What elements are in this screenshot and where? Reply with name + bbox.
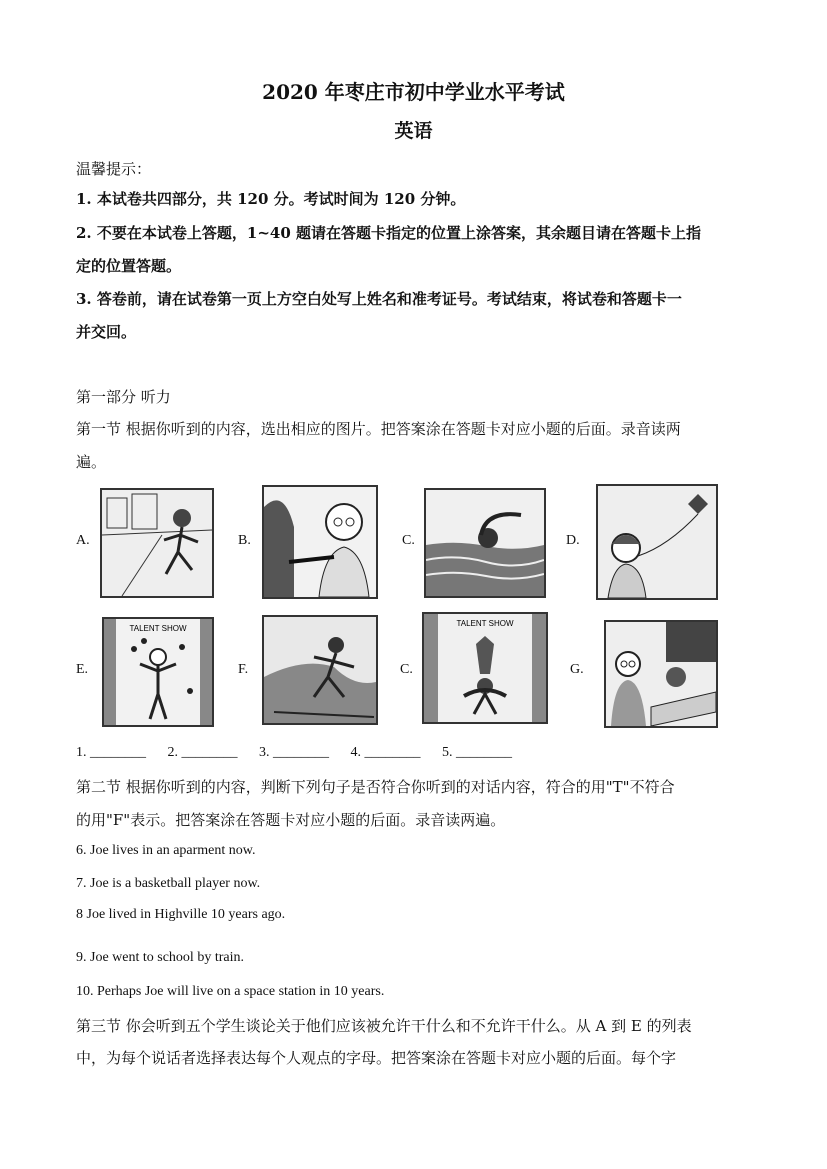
kite-picture <box>596 484 718 600</box>
picture-label-c: C. <box>402 533 415 548</box>
picture-label-a: A. <box>76 533 90 548</box>
question-8: 8 Joe lived in Highville 10 years ago. <box>76 907 286 922</box>
notice-heading: 温馨提示： <box>76 160 152 178</box>
answer-blanks-row <box>76 745 512 761</box>
picture-label-g-c: C. <box>400 662 413 677</box>
answer-blank-5[interactable]: 5. ________ <box>442 745 512 760</box>
question-7: 7. Joe is a basketball player now. <box>76 876 261 891</box>
sign-text-2: TALENT SHOW <box>456 619 514 628</box>
flute-picture <box>262 485 378 599</box>
picture-label-d: D. <box>566 533 580 548</box>
question-6: 6. Joe lives in an aparment now. <box>76 843 256 858</box>
part1-heading: 第一部分 听力 <box>76 388 171 406</box>
skater-picture <box>262 615 378 725</box>
sign-text-1: TALENT SHOW <box>129 624 187 633</box>
answer-blank-1[interactable]: 1. ________ <box>76 745 146 760</box>
acrobat-picture <box>422 612 548 724</box>
juggler-picture <box>102 617 214 727</box>
answer-blank-4[interactable]: 4. ________ <box>350 745 421 760</box>
exam-title: 2020 年枣庄市初中学业水平考试 <box>262 80 565 104</box>
section2-instruction-line-1: 第二节 根据你听到的内容，判断下列句子是否符合你听到的对话内容，符合的用"T"不符合 <box>76 778 675 796</box>
picture-label-b: B. <box>238 533 251 548</box>
picture-label-g: G. <box>570 662 584 677</box>
notice-item-1: 1. 本试卷共四部分，共 120 分。考试时间为 120 分钟。 <box>76 190 466 208</box>
subject-title: 英语 <box>394 120 433 142</box>
section1-instruction-line-2: 遍。 <box>76 453 107 471</box>
students-picture <box>604 620 718 728</box>
picture-label-e: E. <box>76 662 89 677</box>
notice-item-3-line-2: 并交回。 <box>76 323 137 341</box>
section2-instruction-line-2: 的用"F"表示。把答案涂在答题卡对应小题的后面。录音读两遍。 <box>76 811 506 829</box>
question-9: 9. Joe went to school by train. <box>76 950 244 965</box>
notice-item-2-line-2: 定的位置答题。 <box>76 257 182 275</box>
section3-instruction-line-1: 第三节 你会听到五个学生谈论关于他们应该被允许干什么和不允许干什么。从 A 到 E 的列表 <box>76 1017 692 1035</box>
answer-blank-2[interactable]: 2. ________ <box>167 745 238 760</box>
runner-picture <box>100 488 214 598</box>
picture-label-f: F. <box>238 662 249 677</box>
notice-item-3-line-1: 3. 答卷前，请在试卷第一页上方空白处写上姓名和准考证号。考试结束，将试卷和答题卡一 <box>76 290 682 308</box>
notice-item-2-line-1: 2. 不要在本试卷上答题，1~40 题请在答题卡指定的位置上涂答案，其余题目请在答题卡上指 <box>76 224 701 242</box>
section3-instruction-line-2: 中，为每个说话者选择表达每个人观点的字母。把答案涂在答题卡对应小题的后面。每个字 <box>76 1049 677 1067</box>
answer-blank-3[interactable]: 3. ________ <box>259 745 329 760</box>
swimmer-picture <box>424 488 546 598</box>
question-10: 10. Perhaps Joe will live on a space station in 10 years. <box>76 984 385 999</box>
section1-instruction-line-1: 第一节 根据你听到的内容，选出相应的图片。把答案涂在答题卡对应小题的后面。录音读两 <box>76 420 681 438</box>
